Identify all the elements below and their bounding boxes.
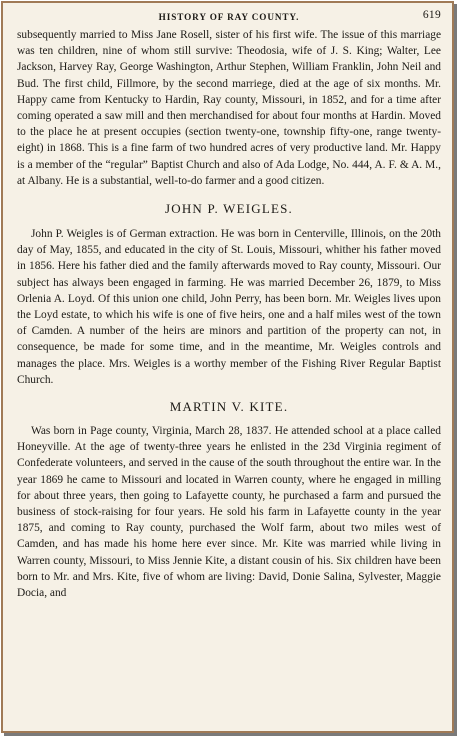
page-frame — [1, 1, 454, 733]
page-number: 619 — [422, 9, 441, 21]
running-head — [17, 9, 441, 27]
weigles-biography: John P. Weigles is of German extraction. He was born in Centerville, Illinois, on the 20th day of May, 1855, and educated in the city of St. Louis, Missouri, whither his father moved in 1856. Here his father died and the family afterwards moved to Ray county, Missouri. Our subject has always been engaged in farming. He was married December 26, 1879, to Miss Orlenia A. Loyd. Of this union one child, John Perry, has been born. Mr. Weigles lives upon the Loyd estate, to which his wife is one of five heirs, one and a half miles west of the town of Camden. A number of the heirs are minors and partition of the property can not, in consequence, be made for some time, and in the meantime, Mr. Weigles controls and manages the place. Mrs. Weigles is a worthy member of the Fishing River Regular Baptist Church. — [17, 228, 441, 386]
weigles-heading: JOHN P. WEIGLES. — [164, 201, 294, 217]
running-title: HISTORY OF RAY COUNTY. — [158, 12, 300, 22]
kite-heading: MARTIN V. KITE. — [169, 399, 289, 415]
book-page — [17, 9, 441, 601]
kite-biography: Was born in Page county, Virginia, March 28, 1837. He attended school at a place called Honeyville. At the age of twenty-three years he enlisted in the 23d Virginia regiment of Confederate volunteers, and served in the cause of the south throughout the entire war. In the year 1869 he came to Missouri and located in Warren county, where he engaged in milling for about three years, then going to Lafayette county, he purchased a farm and pursued the business of stock-raising for four years. He sold his farm in Lafayette county in the year 1875, and coming to Ray county, purchased the Wolf farm, about two miles west of Camden, and has made his home here ever since. Mr. Kite was married while living in Warren county, Missouri, to Miss Jennie Kite, a distant cousin of his. Six children have been born to Mr. and Mrs. Kite, five of whom are living: David, Donie Salina, Sylvester, Maggie Docia, and — [17, 425, 441, 600]
happy-biography-continuation: subsequently married to Miss Jane Rosell, sister of his first wife. The issue of this marriage was ten children, nine of whom still survive: Theodosia, wife of J. S. King; Walter, Lee Jackson, Harvey Ray, George Washington, Arthur Stephen, William Franklin, John Neil and Bud. The first child, Fillmore, by the second marriege, died at the age of six months. Mr. Happy came from Kentucky to Hardin, Ray county, Missouri, in 1852, and for a time after coming operated a saw mill and then merchandised for about four months at Hardin. Moved to the place he at present occupies (section twenty-one, township fifty-one, range twenty-eight) in 1868. This is a fine farm of two hundred acres of very productive land. Mr. Happy is a member of the “regular” Baptist Church and also of Ada Lodge, No. 444, A. F. & A. M., at Albany. He is a substantial, well-to-do farmer and a good citizen. — [17, 29, 441, 187]
